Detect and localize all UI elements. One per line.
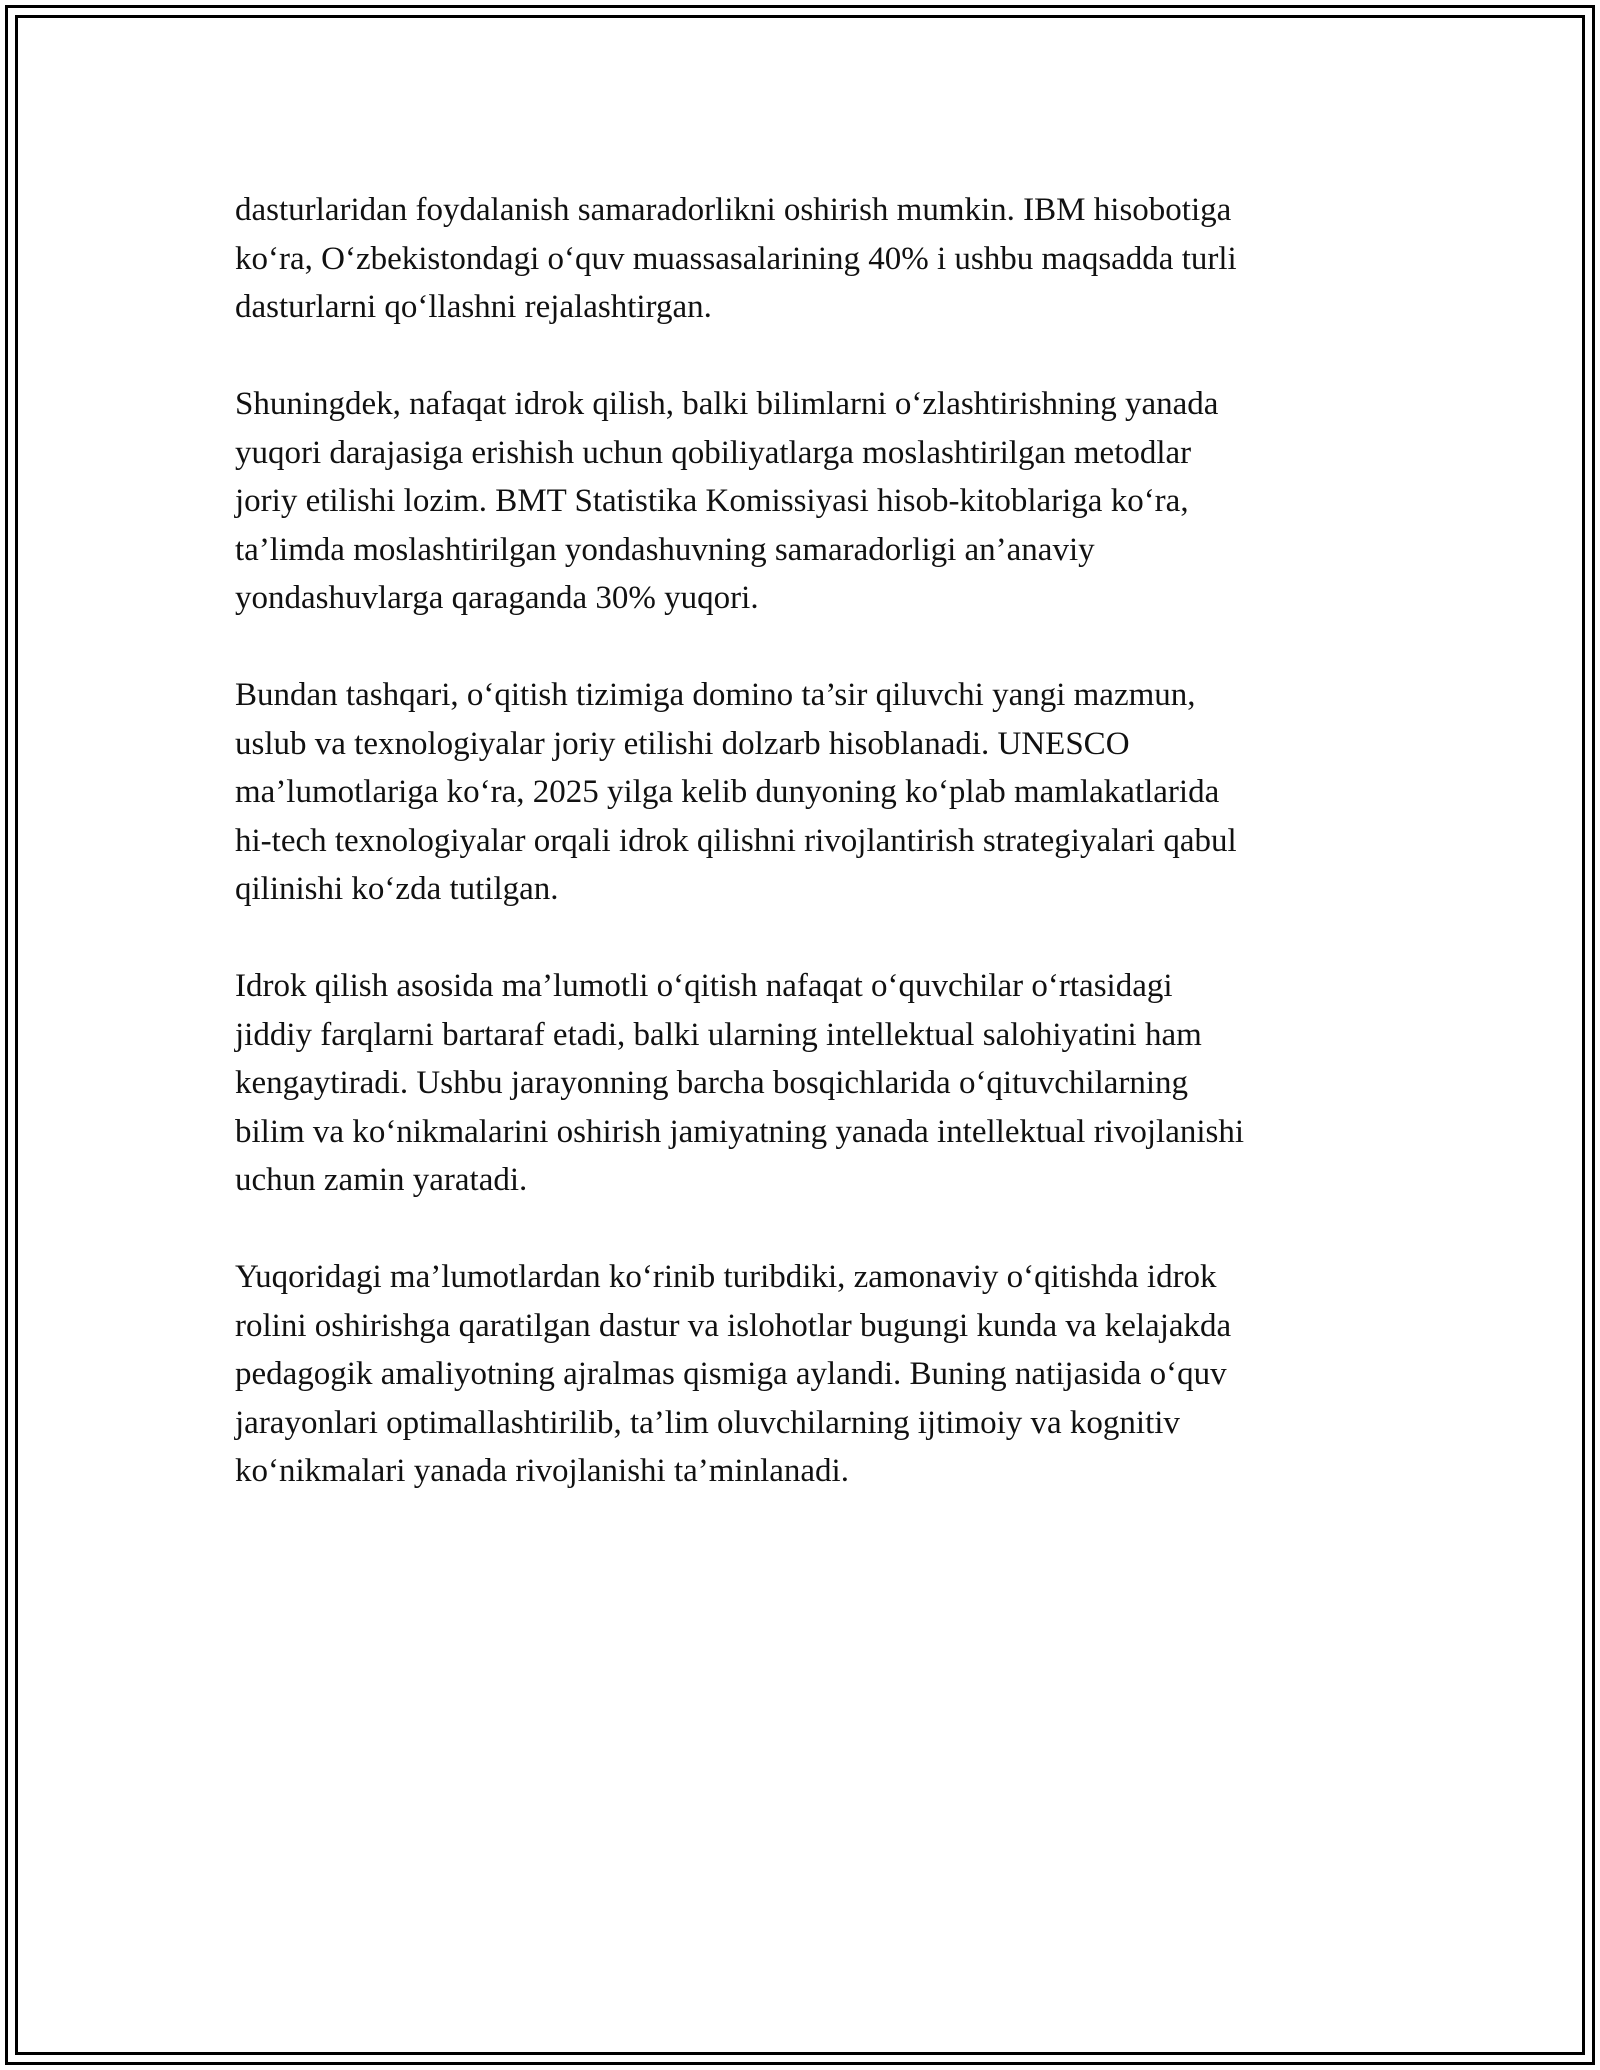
text-line: Yuqoridagi ma’lumotlardan ko‘rinib turibdiki, zamonaviy o‘qitishda idrok [235,1259,1217,1295]
document-body [235,186,1365,1544]
text-line: ko‘ra, O‘zbekistondagi o‘quv muassasalarining 40% i ushbu maqsadda turli [235,240,1237,277]
text-line: ma’lumotlariga ko‘ra, 2025 yilga kelib dunyoning ko‘plab mamlakatlarida [235,774,1220,810]
text-line: bilim va ko‘nikmalarini oshirish jamiyatning yanada intellektual rivojlanishi [235,1113,1245,1150]
text-line: rolini oshirishga qaratilgan dastur va islohotlar bugungi kunda va kelajakda [235,1307,1232,1344]
text-line: jiddiy farqlarni bartaraf etadi, balki ularning intellektual salohiyatini ham [235,1016,1202,1053]
text-line: Idrok qilish asosida ma’lumotli o‘qitish nafaqat o‘quvchilar o‘rtasidagi [235,968,1173,1004]
text-line: uchun zamin yaratadi. [235,1162,528,1198]
text-line: joriy etilishi lozim. BMT Statistika Komissiyasi hisob-kitoblariga ko‘ra, [235,483,1189,519]
text-line: kengaytiradi. Ushbu jarayonning barcha bosqichlarida o‘qituvchilarning [235,1065,1189,1101]
text-line: uslub va texnologiyalar joriy etilishi dolzarb hisoblanadi. UNESCO [235,725,1130,762]
text-line: Bundan tashqari, o‘qitish tizimiga domino ta’sir qiluvchi yangi mazmun, [235,677,1196,713]
paragraph-2 [235,380,1365,623]
text-line: qilinishi ko‘zda tutilgan. [235,871,559,907]
text-line: dasturlaridan foydalanish samaradorlikni oshirish mumkin. IBM hisobotiga [235,192,1232,228]
text-line: ta’limda moslashtirilgan yondashuvning samaradorligi an’anaviy [235,531,1095,568]
text-line: ko‘nikmalari yanada rivojlanishi ta’minlanadi. [235,1453,849,1489]
text-line: jarayonlari optimallashtirilib, ta’lim oluvchilarning ijtimoiy va kognitiv [235,1404,1180,1441]
paragraph-4 [235,962,1365,1205]
paragraph-3 [235,671,1365,914]
text-line: Shuningdek, nafaqat idrok qilish, balki bilimlarni o‘zlashtirishning yanada [235,386,1219,422]
text-line: pedagogik amaliyotning ajralmas qismiga aylandi. Buning natijasida o‘quv [235,1356,1227,1392]
paragraph-5 [235,1253,1365,1496]
text-line: yondashuvlarga qaraganda 30% yuqori. [235,580,759,616]
text-line: dasturlarni qo‘llashni rejalashtirgan. [235,289,712,325]
paragraph-1 [235,186,1365,332]
text-line: hi-tech texnologiyalar orqali idrok qilishni rivojlantirish strategiyalari qabul [235,822,1237,859]
text-line: yuqori darajasiga erishish uchun qobiliyatlarga moslashtirilgan metodlar [235,434,1192,471]
